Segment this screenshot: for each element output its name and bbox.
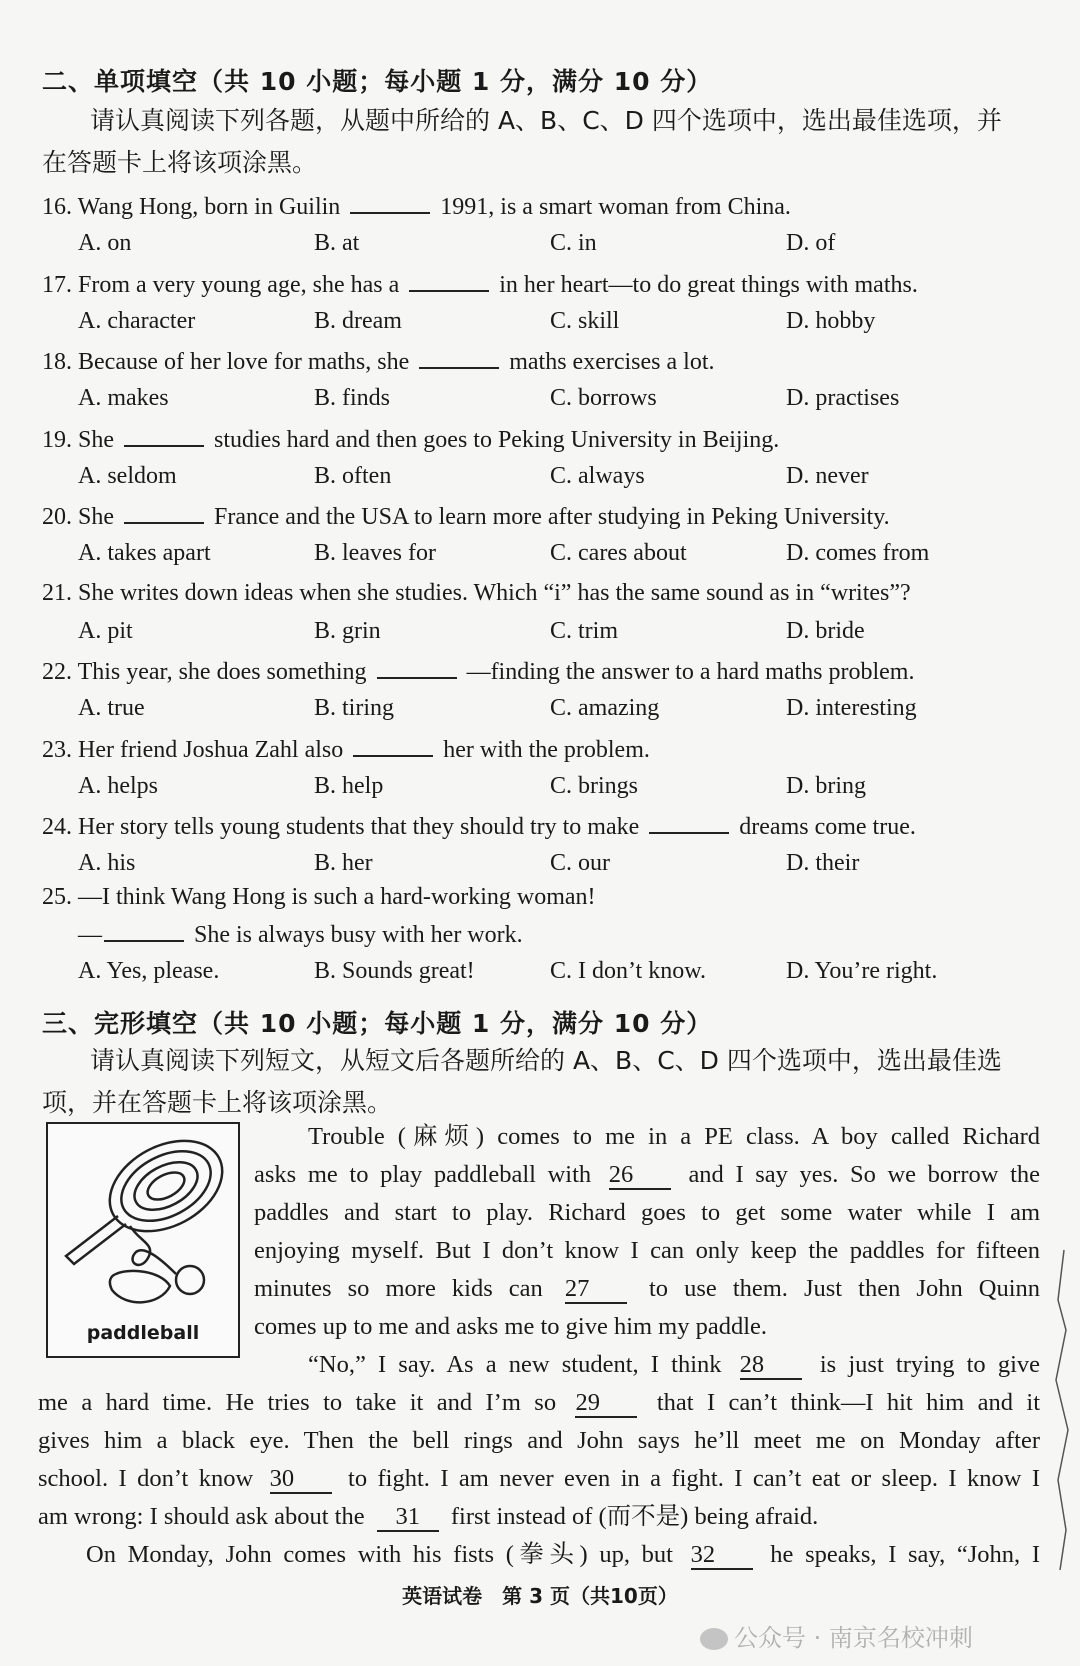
passage-line [38,1536,1040,1574]
option-d[interactable]: D. practises [786,385,900,411]
q25-dash: — [78,922,102,948]
question-stem: 21. She writes down ideas when she studies. Which “i” has the same sound as in “writes”? [42,579,911,606]
watermark-text: 公众号 · 南京名校冲刺 [734,1624,973,1652]
question-stem-end: —finding the answer to a hard maths problem. [466,659,915,685]
question-16-options [78,230,1038,260]
passage-line: paddles and start to play. Richard goes to get some water while I am [254,1199,1040,1226]
option-b[interactable]: B. tiring [314,695,395,721]
option-a[interactable]: A. character [78,307,196,334]
section2-heading: 二、单项填空（共 10 小题；每小题 1 分，满分 10 分） [42,67,713,96]
option-b[interactable]: B. finds [314,385,391,411]
paddleball-figure [46,1122,240,1358]
question-18-options [78,385,1038,415]
wechat-logo-icon [700,1628,728,1650]
q25-response: She is always busy with her work. [194,922,523,948]
option-a[interactable]: A. takes apart [78,540,211,566]
option-c[interactable]: C. brings [550,772,639,799]
question-16 [42,192,791,221]
passage-line [254,1346,1040,1384]
option-b[interactable]: B. help [314,772,384,799]
option-d[interactable]: D. interesting [786,695,917,721]
question-stem: 18. Because of her love for maths, she [42,349,410,375]
question-stem: 16. Wang Hong, born in Guilin [42,194,341,220]
question-25-line1: 25. —I think Wang Hong is such a hard-working woman! [42,884,596,910]
text: “No,” I say. As a new student, I think [308,1351,722,1378]
option-c[interactable]: C. our [550,850,610,876]
figure-caption: paddleball [86,1322,200,1344]
option-b[interactable]: B. dream [314,307,402,334]
question-17 [42,270,918,299]
question-stem: 22. This year, she does something [42,659,367,685]
page-edge-scribble [1044,1240,1074,1580]
option-a[interactable]: A. pit [78,617,133,644]
question-stem-end: in her heart—to do great things with maths. [499,271,918,298]
blank-27: 27 [565,1276,627,1304]
blank-30: 30 [270,1466,332,1494]
blank-26: 26 [609,1162,671,1190]
question-25-line2 [78,920,523,949]
option-c[interactable]: C. in [550,230,597,256]
page-footer: 英语试卷 第 3 页（共10页） [402,1584,678,1608]
passage-line: enjoying myself. But I don’t know I can only keep the paddles for fifteen [254,1237,1040,1264]
option-b[interactable]: B. at [314,230,360,256]
question-19-options [78,463,1038,493]
cloze-passage-inset [254,1118,1040,1384]
option-b[interactable]: B. often [314,462,392,489]
text: first instead of (而不是) being afraid. [450,1503,819,1530]
text: school. I don’t know [38,1465,254,1492]
answer-blank [419,347,499,369]
question-stem: 24. Her story tells young students that they should try to make [42,814,640,840]
option-d[interactable]: D. bring [786,772,866,799]
text: that I can’t think—I hit him and it [656,1389,1040,1416]
option-b[interactable]: B. Sounds great! [314,958,475,984]
passage-line [38,1460,1040,1498]
answer-blank [649,812,729,834]
option-c[interactable]: C. cares about [550,540,687,566]
option-b[interactable]: B. her [314,850,373,876]
question-stem-end: 1991, is a smart woman from China. [440,194,791,220]
question-23 [42,735,650,764]
question-stem-end: studies hard and then goes to Peking University in Beijing. [214,426,780,453]
option-a[interactable]: A. true [78,695,145,721]
option-d[interactable]: D. bride [786,617,865,644]
text: and I say yes. So we borrow the [688,1161,1041,1188]
question-19 [42,425,779,454]
question-stem-end: dreams come true. [739,814,916,840]
text: to fight. I am never even in a fight. I can’t eat or sleep. I know I [348,1465,1041,1492]
option-c[interactable]: C. amazing [550,695,660,721]
answer-blank [124,425,204,447]
text: to use them. Just then John Quinn [648,1275,1041,1302]
section2-instruction-line2: 在答题卡上将该项涂黑。 [42,148,318,177]
passage-line [254,1270,1040,1308]
question-20 [42,502,890,531]
section2-instruction [42,100,1042,184]
answer-blank [124,502,204,524]
text: asks me to play paddleball with [254,1161,592,1188]
passage-line: Trouble (麻烦) comes to me in a PE class. A boy called Richard [308,1123,1040,1150]
question-21 [42,580,911,607]
option-c[interactable]: C. skill [550,307,620,334]
blank-29: 29 [575,1390,637,1418]
blank-32: 32 [691,1542,753,1570]
cloze-passage-body [38,1384,1040,1574]
text: is just trying to give [819,1351,1041,1378]
passage-line [38,1384,1040,1422]
passage-line [254,1156,1040,1194]
passage-line [38,1498,1040,1536]
section3-instruction [42,1040,1042,1124]
text: me a hard time. He tries to take it and I’m so [38,1389,557,1416]
answer-blank [104,920,184,942]
option-c[interactable]: C. I don’t know. [550,958,706,984]
question-22-options [78,695,1038,725]
question-20-options [78,540,1038,570]
text: he speaks, I say, “John, I [770,1541,1040,1568]
question-22 [42,657,914,686]
text: On Monday, John comes with his fists (拳头) up, but [86,1541,673,1568]
question-stem: 19. She [42,426,114,453]
section3-heading: 三、完形填空（共 10 小题；每小题 1 分，满分 10 分） [42,1009,713,1038]
question-stem: 20. She [42,504,114,530]
question-18 [42,347,714,376]
section3-instruction-line2: 项，并在答题卡上将该项涂黑。 [42,1088,393,1117]
option-d[interactable]: D. their [786,850,860,876]
option-d[interactable]: D. hobby [786,307,876,334]
option-a[interactable]: A. on [78,230,132,256]
question-17-options [78,308,1038,338]
answer-blank [377,657,457,679]
blank-31: 31 [377,1504,439,1532]
option-d[interactable]: D. comes from [786,540,930,566]
passage-line: gives him a black eye. Then the bell rings and John says he’ll meet me on Monday after [38,1427,1040,1454]
option-b[interactable]: B. grin [314,617,381,644]
section2-instruction-line1: 请认真阅读下列各题，从题中所给的 A、B、C、D 四个选项中，选出最佳选项，并 [90,106,1002,135]
question-24 [42,812,916,841]
text: am wrong: I should ask about the [38,1503,365,1530]
option-a[interactable]: A. his [78,850,136,876]
section3-instruction-line1: 请认真阅读下列短文，从短文后各题所给的 A、B、C、D 四个选项中，选出最佳选 [90,1046,1002,1075]
text: minutes so more kids can [254,1275,543,1302]
question-23-options [78,773,1038,803]
answer-blank [353,735,433,757]
option-c[interactable]: C. trim [550,617,619,644]
option-d[interactable]: D. You’re right. [786,958,938,984]
question-stem: 23. Her friend Joshua Zahl also [42,736,344,763]
option-d[interactable]: D. of [786,230,836,256]
option-d[interactable]: D. never [786,462,869,489]
option-a[interactable]: A. makes [78,385,169,411]
option-a[interactable]: A. seldom [78,462,177,489]
paddleball-illustration [48,1124,238,1314]
question-24-options [78,850,1038,880]
option-c[interactable]: C. always [550,462,645,489]
watermark [700,1618,973,1653]
question-stem-end: her with the problem. [443,736,650,763]
option-b[interactable]: B. leaves for [314,540,436,566]
passage-line: comes up to me and asks me to give him my paddle. [254,1313,768,1340]
question-stem-end: France and the USA to learn more after studying in Peking University. [214,504,890,530]
question-stem: 17. From a very young age, she has a [42,271,400,298]
option-c[interactable]: C. borrows [550,385,657,411]
blank-28: 28 [740,1352,802,1380]
question-25-options [78,958,1038,988]
answer-blank [409,270,489,292]
option-a[interactable]: A. helps [78,772,158,799]
answer-blank [350,192,430,214]
option-a[interactable]: A. Yes, please. [78,958,220,984]
question-stem-end: maths exercises a lot. [509,349,715,375]
question-21-options [78,618,1038,648]
